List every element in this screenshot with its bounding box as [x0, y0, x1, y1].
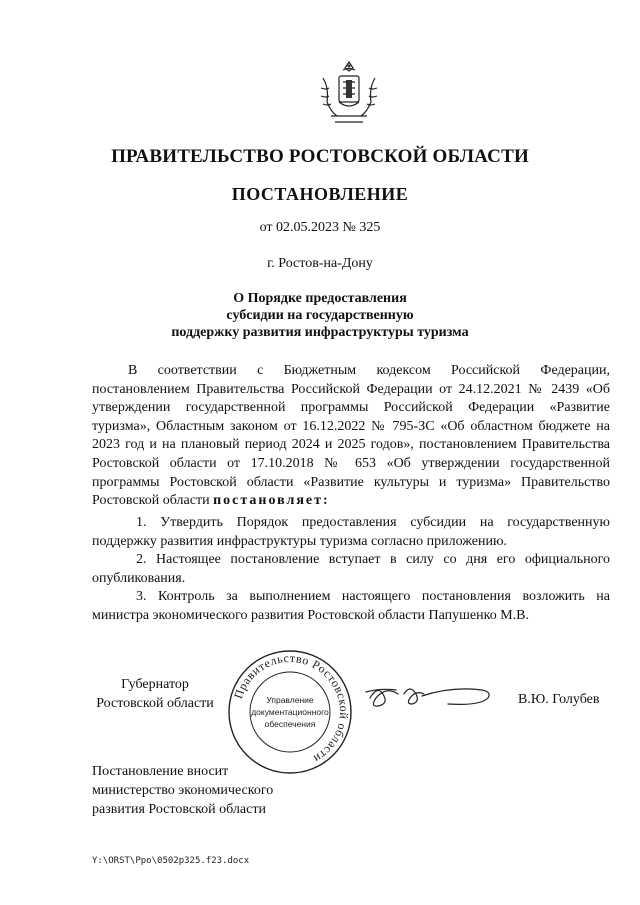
decree-word: постановляет: [213, 493, 330, 509]
seal-inner-text: обеспечения [264, 719, 316, 729]
subject-line: поддержку развития инфраструктуры туризма [171, 325, 469, 340]
signatory-name: В.Ю. Голубев [518, 692, 600, 707]
note-line: развития Ростовской области [92, 802, 266, 817]
preamble-paragraph [92, 362, 610, 511]
decree-item: 2. Настоящее постановление вступает в силу со дня его официального опубликования. [92, 552, 610, 586]
handwritten-signature [364, 670, 494, 720]
date-number: от 02.05.2023 № 325 [259, 220, 381, 235]
signatory-title [90, 675, 220, 713]
official-seal [226, 648, 354, 776]
signatory-title-line: Ростовской области [96, 696, 214, 711]
submitter-note [92, 762, 273, 819]
note-line: министерство экономического [92, 783, 274, 798]
seal-inner-text: документационного [251, 707, 329, 717]
document-subject [0, 290, 640, 341]
decree-items [92, 514, 610, 626]
file-path: Y:\ORST\Ppo\0502p325.f23.docx [92, 856, 250, 866]
seal-outer-text: Правительство Ростовской области [231, 650, 352, 767]
seal-inner-text: Управление [266, 695, 314, 705]
decree-item: 3. Контроль за выполнением настоящего постановления возложить на министра экономического развития Ростовской области Папушенко М.В. [92, 589, 610, 623]
government-title: ПРАВИТЕЛЬСТВО РОСТОВСКОЙ ОБЛАСТИ [111, 146, 529, 167]
preamble-text: В соответствии с Бюджетным кодексом Российской Федерации, постановлением Правительства Российской Федерации от 24.12.2021 № 2439 «Об утверждении государственной программы Российской Федерации «Развитие туризма», Областным законом от 16.12.2022 № 795-ЗС «Об областном бюджете на 2023 год и на плановый период 2024 и 2025 годов», постановлением Правительства Ростовской области от 17.10.2018 № 653 «Об утверждении государственной программы Ростовской области «Развитие культуры и туризма» Правительство Ростовской области [92, 363, 610, 509]
subject-line: субсидии на государственную [226, 308, 414, 323]
city: г. Ростов-на-Дону [267, 256, 373, 271]
signatory-title-line: Губернатор [121, 677, 189, 692]
coat-of-arms-icon [313, 58, 385, 130]
note-line: Постановление вносит [92, 764, 229, 779]
decree-item: 1. Утвердить Порядок предоставления субсидии на государственную поддержку развития инфраструктуры туризма согласно приложению. [92, 515, 610, 549]
document-type: ПОСТАНОВЛЕНИЕ [231, 184, 409, 204]
subject-line: О Порядке предоставления [233, 291, 407, 306]
